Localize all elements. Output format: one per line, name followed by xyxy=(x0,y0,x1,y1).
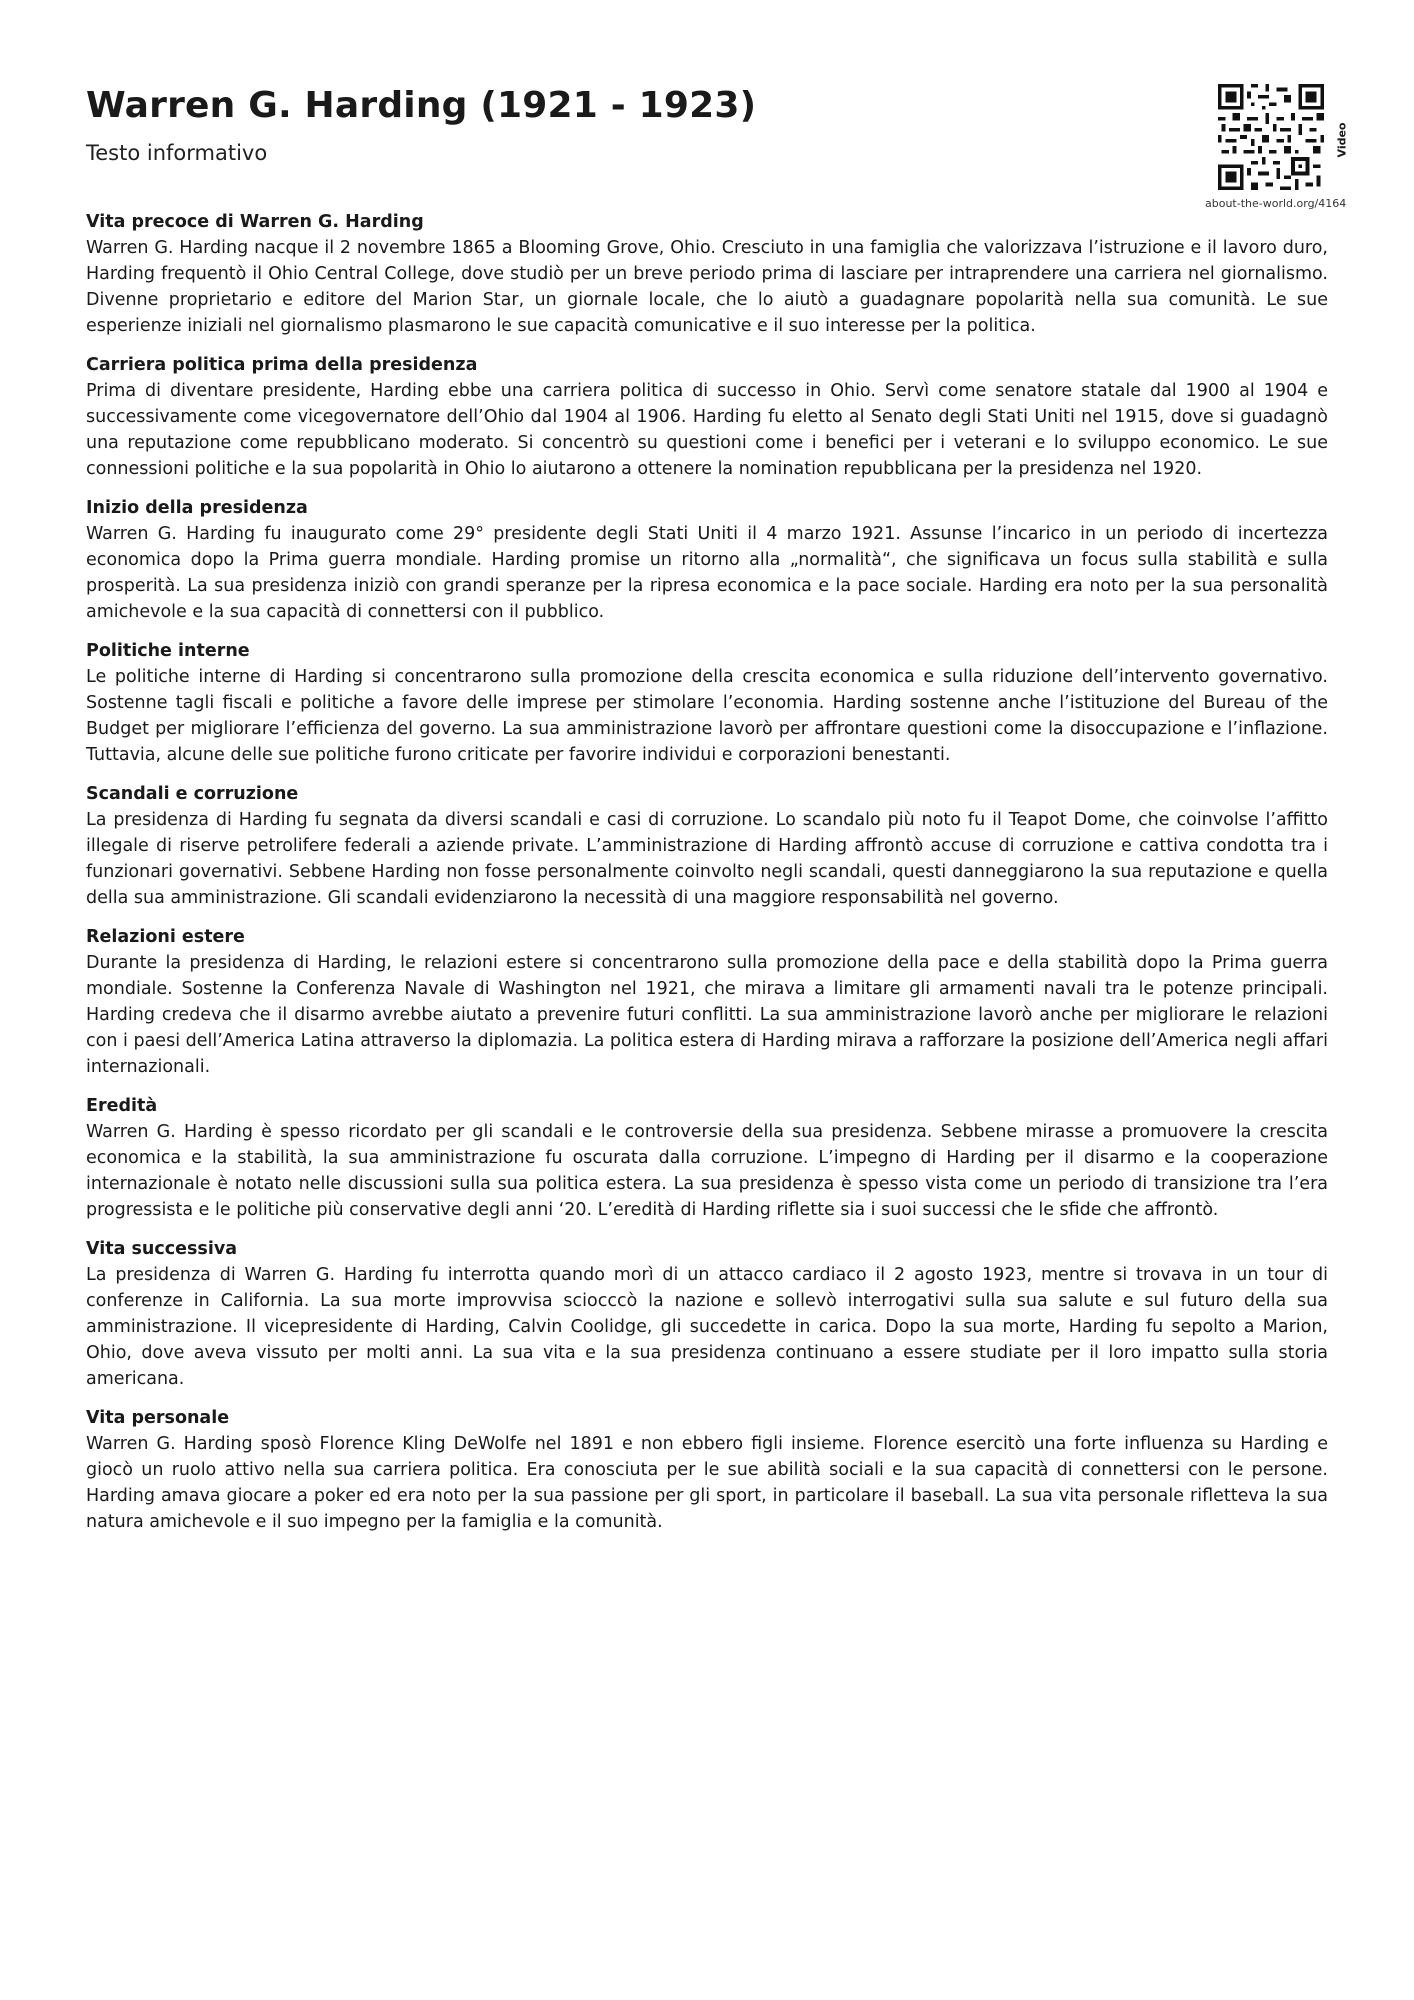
qr-url[interactable]: about-the-world.org/4164 xyxy=(1205,197,1347,210)
qr-code-icon[interactable] xyxy=(1218,84,1324,190)
section-body: Prima di diventare presidente, Harding ebbe una carriera politica di successo in Ohio. Servì come senatore statale dal 1900 al 1904 e successivamente come vicegovernatore dell’Ohio dal 1904 al 1906. Harding fu eletto al Senato degli Stati Uniti nel 1915, dove si guadagnò una reputazione come repubblicano moderato. Si concentrò su questioni come i benefici per i veterani e lo sviluppo economico. Le sue connessioni politiche e la sua popolarità in Ohio lo aiutarono a ottenere la nomination repubblicana per la presidenza nel 1920. xyxy=(86,381,1328,479)
section-body: Le politiche interne di Harding si concentrarono sulla promozione della crescita economica e sulla riduzione dell’intervento governativo. Sostenne tagli fiscali e politiche a favore delle imprese per stimolare l’economia. Harding sostenne anche l’istituzione del Bureau of the Budget per migliorare l’efficienza del governo. La sua amministrazione lavorò per affrontare questioni come la disoccupazione e l’inflazione. Tuttavia, alcune delle sue politiche furono criticate per favorire individui e corporazioni benestanti. xyxy=(86,667,1328,765)
section-heading: Scandali e corruzione xyxy=(86,784,299,804)
section-carriera-politica xyxy=(86,352,1328,482)
document-page xyxy=(86,0,1349,2000)
section-scandali xyxy=(86,781,1328,911)
section-vita-successiva xyxy=(86,1236,1328,1392)
content-sections xyxy=(86,209,1328,1548)
section-eredita xyxy=(86,1093,1328,1223)
section-body: Warren G. Harding sposò Florence Kling DeWolfe nel 1891 e non ebbero figli insieme. Florence esercitò una forte influenza su Harding e giocò un ruolo attivo nella sua carriera politica. Era conosciuta per le sue abilità sociali e la sua capacità di connettersi con le persone. Harding amava giocare a poker ed era noto per la sua passione per gli sport, in particolare il baseball. La sua vita personale rifletteva la sua natura amichevole e il suo impegno per la famiglia e la comunità. xyxy=(86,1434,1328,1532)
section-body: Warren G. Harding è spesso ricordato per gli scandali e le controversie della sua presidenza. Sebbene mirasse a promuovere la crescita economica e la stabilità, la sua amministrazione fu oscurata dalla corruzione. L’impegno di Harding per il disarmo e la cooperazione internazionale è notato nelle discussioni sulla sua politica estera. La sua presidenza è spesso vista come un periodo di transizione tra l’era progressista e le politiche più conservative degli anni ‘20. L’eredità di Harding riflette sia i suoi successi che le sfide che affrontò. xyxy=(86,1122,1328,1220)
section-body: Durante la presidenza di Harding, le relazioni estere si concentrarono sulla promozione della pace e della stabilità dopo la Prima guerra mondiale. Sostenne la Conferenza Navale di Washington nel 1921, che mirava a limitare gli armamenti navali tra le potenze principali. Harding credeva che il disarmo avrebbe aiutato a prevenire futuri conflitti. La sua amministrazione lavorò anche per migliorare le relazioni con i paesi dell’America Latina attraverso la diplomazia. La politica estera di Harding mirava a rafforzare la posizione dell’America negli affari internazionali. xyxy=(86,953,1328,1077)
section-vita-precoce xyxy=(86,209,1328,339)
section-heading: Vita personale xyxy=(86,1408,230,1428)
section-body: La presidenza di Harding fu segnata da diversi scandali e casi di corruzione. Lo scandalo più noto fu il Teapot Dome, che coinvolse l’affitto illegale di riserve petrolifere federali a aziende private. L’amministrazione di Harding affrontò accuse di corruzione e cattiva condotta tra i funzionari governativi. Sebbene Harding non fosse personalmente coinvolto negli scandali, questi danneggiarono la sua reputazione e quella della sua amministrazione. Gli scandali evidenziarono la necessità di una maggiore responsabilità nel governo. xyxy=(86,810,1328,908)
section-heading: Relazioni estere xyxy=(86,927,245,947)
section-relazioni-estere xyxy=(86,924,1328,1080)
section-heading: Vita successiva xyxy=(86,1239,238,1259)
page-title: Warren G. Harding (1921 - 1923) xyxy=(86,85,757,126)
section-heading: Inizio della presidenza xyxy=(86,498,308,518)
section-body: Warren G. Harding nacque il 2 novembre 1865 a Blooming Grove, Ohio. Cresciuto in una famiglia che valorizzava l’istruzione e il lavoro duro, Harding frequentò il Ohio Central College, dove studiò per un breve periodo prima di lasciare per intraprendere una carriera nel giornalismo. Divenne proprietario e editore del Marion Star, un giornale locale, che lo aiutò a guadagnare popolarità nella sua comunità. Le sue esperienze iniziali nel giornalismo plasmarono le sue capacità comunicative e il suo interesse per la politica. xyxy=(86,238,1328,336)
section-heading: Eredità xyxy=(86,1096,158,1116)
section-heading: Vita precoce di Warren G. Harding xyxy=(86,212,424,232)
section-politiche-interne xyxy=(86,638,1328,768)
section-body: La presidenza di Warren G. Harding fu interrotta quando morì di un attacco cardiaco il 2 agosto 1923, mentre si trovava in un tour di conferenze in California. La sua morte improvvisa sciocccò la nazione e sollevò interrogativi sulla sua salute e sul futuro della sua amministrazione. Il vicepresidente di Harding, Calvin Coolidge, gli succedette in carica. Dopo la sua morte, Harding fu sepolto a Marion, Ohio, dove aveva vissuto per molti anni. La sua vita e la sua presidenza continuano a essere studiate per il loro impatto sulla storia americana. xyxy=(86,1265,1328,1389)
section-inizio-presidenza xyxy=(86,495,1328,625)
page-subtitle: Testo informativo xyxy=(86,141,268,165)
qr-block xyxy=(1110,84,1360,209)
section-heading: Carriera politica prima della presidenza xyxy=(86,355,478,375)
qr-video-label: Video xyxy=(1335,122,1349,158)
section-body: Warren G. Harding fu inaugurato come 29° presidente degli Stati Uniti il 4 marzo 1921. Assunse l’incarico in un periodo di incertezza economica dopo la Prima guerra mondiale. Harding promise un ritorno alla „normalità“, che significava un focus sulla stabilità e sulla prosperità. La sua presidenza iniziò con grandi speranze per la ripresa economica e la pace sociale. Harding era noto per la sua personalità amichevole e la sua capacità di connettersi con il pubblico. xyxy=(86,524,1328,622)
section-heading: Politiche interne xyxy=(86,641,250,661)
section-vita-personale xyxy=(86,1405,1328,1535)
